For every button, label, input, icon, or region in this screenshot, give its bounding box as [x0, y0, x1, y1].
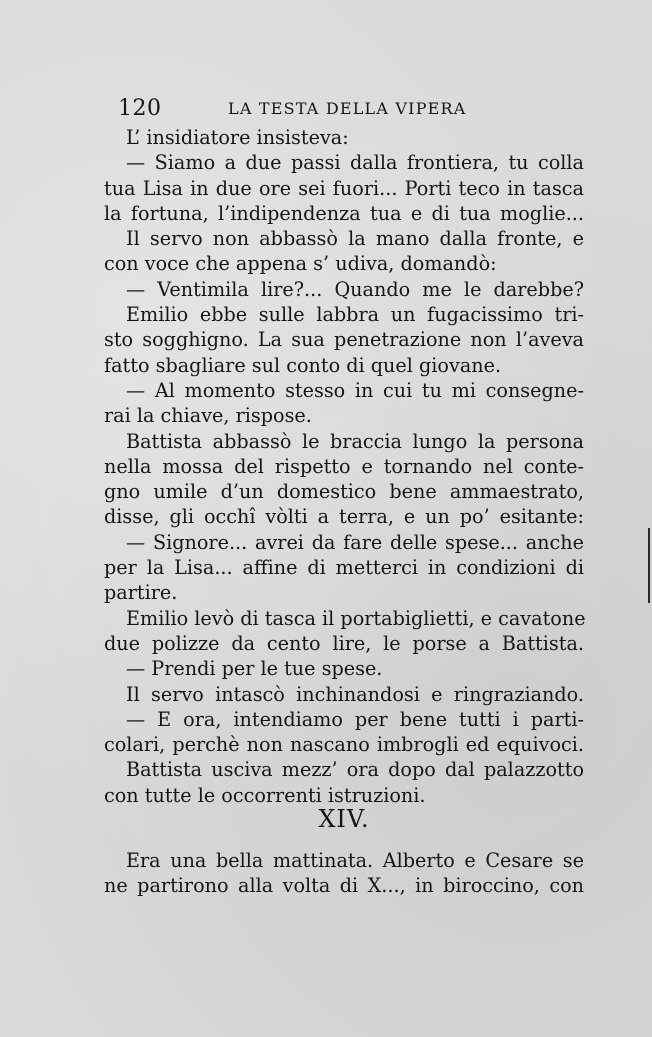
text-line-19: partire. [104, 581, 178, 605]
text-line-18: per la Lisa... affine di metterci in condizioni di [104, 556, 584, 580]
text-line-21: due polizze da cento lire, le porse a Battista. [104, 631, 584, 655]
chapter-line-2: ne partirono alla volta di X..., in biroccino, con [104, 874, 584, 898]
text-line-2: — Siamo a due passi dalla frontiera, tu colla [126, 151, 584, 175]
text-line-14: nella mossa del rispetto e tornando nel conte- [104, 454, 584, 478]
text-line-9: sto sogghigno. La sua penetrazione non l’aveva [104, 328, 584, 352]
text-line-27: con tutte le occorrenti istruzioni. [104, 783, 426, 807]
text-line-20: Emilio levò di tasca il portabiglietti, e cavatone [126, 606, 586, 630]
text-line-26: Battista usciva mezz’ ora dopo dal palazzotto [126, 758, 584, 782]
text-line-8: Emilio ebbe sulle labbra un fugacissimo tri- [126, 303, 584, 327]
text-line-4: la fortuna, l’indipendenza tua e di tua moglie... [104, 201, 584, 225]
page-number: 120 [118, 96, 162, 121]
text-line-6: con voce che appena s’ udiva, domandò: [104, 252, 497, 276]
text-line-5: Il servo non abbassò la mano dalla fronte, e [126, 227, 584, 251]
chapter-line-1: Era una bella mattinata. Alberto e Cesare se [126, 849, 584, 872]
text-line-23: Il servo intascò inchinandosi e ringraziando. [126, 682, 584, 706]
text-line-11: — Al momento stesso in cui tu mi consegne- [126, 378, 584, 402]
text-line-3: tua Lisa in due ore sei fuori... Porti teco in tasca [104, 176, 584, 200]
text-line-1: L’ insidiatore insisteva: [126, 126, 349, 149]
text-line-17: — Signore... avrei da fare delle spese... anche [126, 530, 584, 554]
text-line-15: gno umile d’un domestico bene ammaestrato, [104, 480, 584, 504]
text-line-24: — E ora, intendiamo per bene tutti i parti- [126, 707, 584, 731]
text-line-13: Battista abbassò le braccia lungo la persona [126, 429, 584, 453]
page-edge-mark [648, 528, 650, 603]
text-line-16: disse, gli occhî vòlti a terra, e un po’ esitante: [104, 505, 584, 529]
running-title: LA TESTA DELLA VIPERA [228, 99, 467, 118]
chapter-heading: XIV. [318, 805, 370, 833]
text-line-12: rai la chiave, rispose. [104, 404, 312, 428]
text-line-10: fatto sbagliare sul conto di quel giovane. [104, 353, 502, 377]
chapter-text [104, 848, 584, 899]
text-line-7: — Ventimila lire?... Quando me le darebbe? [126, 277, 584, 301]
running-header [118, 96, 548, 120]
body-text [104, 125, 584, 808]
text-line-22: — Prendi per le tue spese. [126, 657, 383, 681]
text-line-25: colari, perchè non nascano imbrogli ed equivoci. [104, 733, 584, 757]
